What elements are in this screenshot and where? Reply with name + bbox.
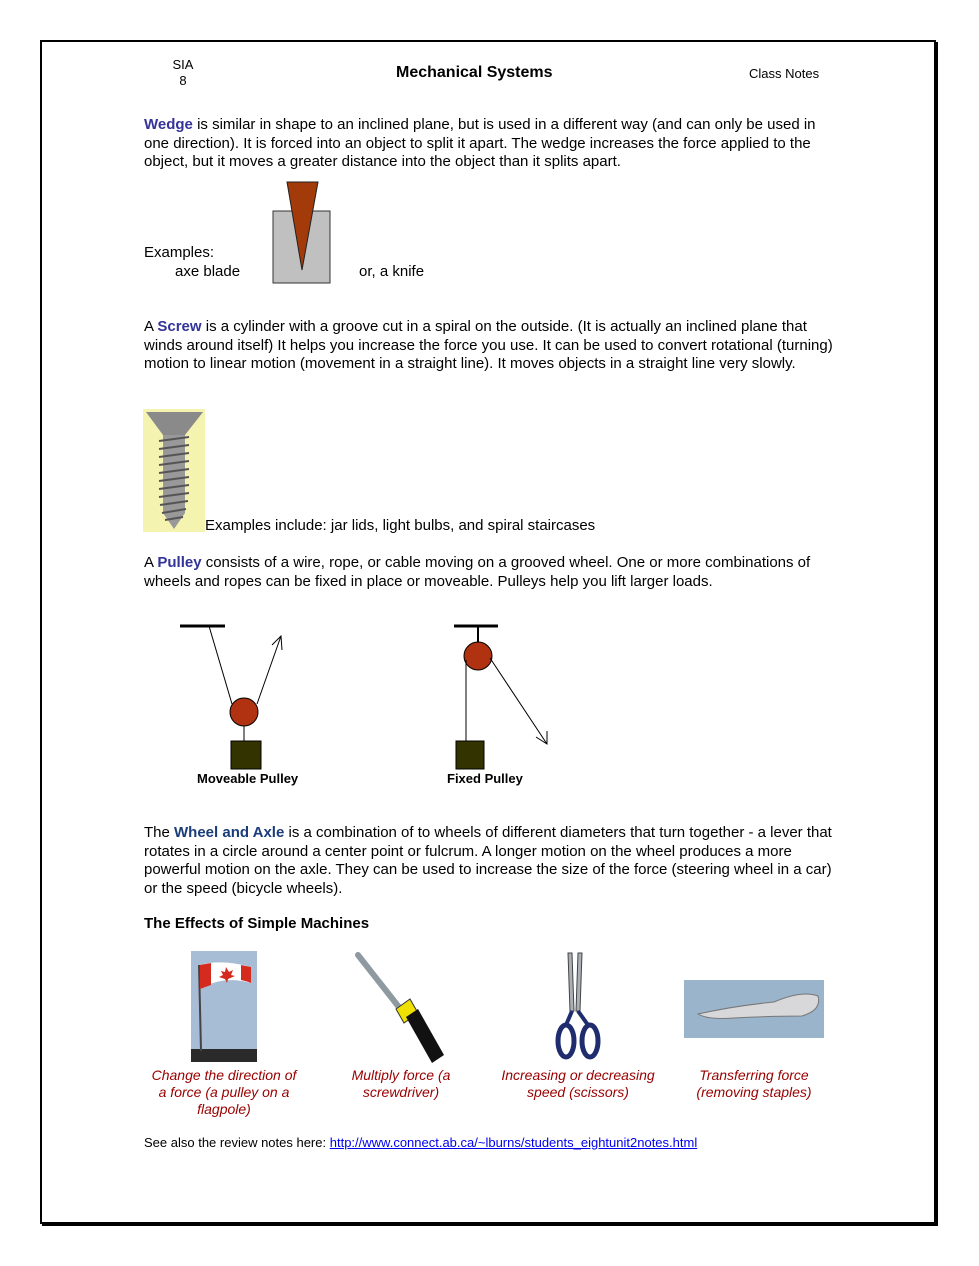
wheel-axle-text: is a combination of to wheels of different diameters that turn together - a lever that rotates in a circle around a center point or fulcrum. A longer motion on the wheel produces a more powerful motion on the axle. They can be used to increase the size of the force (steering wheel in a car) or the speed (bicycle wheels). [144,824,832,897]
moveable-pulley-diagram [175,620,295,772]
fixed-pulley-label: Fixed Pulley [447,771,523,786]
screw-text: is a cylinder with a groove cut in a spiral on the outside. (It is actually an inclined plane that winds around itself) It helps you increase the force you use. It can be used to convert rotational (turning) motion to linear motion (movement in a straight line). It moves objects in a straight line very slowly. [144,318,833,372]
moveable-pulley-label: Moveable Pulley [197,771,299,786]
screwdriver-image [352,951,448,1067]
flagpole-image [191,951,257,1062]
fixed-pulley-diagram [448,620,556,772]
wheel-axle-paragraph: The Wheel and Axle is a combination of to wheels of different diameters that turn together - a lever that rotates in a circle around a center point or fulcrum. A longer motion on the wheel produces a more powerful motion on the axle. They can be used to increase the size of the force (steering wheel in a car) or the speed (bicycle wheels). [144,824,832,897]
rope-right [257,636,281,704]
scissors-handle-right [582,1025,598,1057]
effects-heading: The Effects of Simple Machines [144,915,370,932]
wedge-examples-label: Examples: [144,244,215,261]
wedge-example-knife: or, a knife [359,263,425,280]
wedge-text: is similar in shape to an inclined plane, but is used in a different way (and can only be used in one direction). It is forced into an object to split it apart. The wedge increases the force applied to the object, but it moves a greater distance into the object than it splits apart. [144,116,816,170]
screw-examples: Examples include: jar lids, light bulbs, and spiral staircases [205,517,596,534]
header-class-notes: Class Notes [749,66,820,81]
pulley-wheel [464,642,492,670]
load-box [456,741,484,769]
effect-caption-speed: Increasing or decreasing speed (scissors) [501,1067,655,1100]
pulley-paragraph: A Pulley consists of a wire, rope, or cable moving on a grooved wheel. One or more combinations of wheels and ropes can be fixed in place or moveable. Pulleys help you lift larger loads. [144,554,811,590]
course-code: SIA 8 [172,57,194,88]
scissors-blade-left [568,953,574,1011]
screw-paragraph: A Screw is a cylinder with a groove cut in a spiral on the outside. (It is actually an inclined plane that winds around itself) It helps you increase the force you use. It can be used to convert rotational (turning) motion to linear motion (movement in a straight line). It moves objects in a straight line very slowly. [144,318,833,372]
effect-caption-multiply: Multiply force (a screwdriver) [351,1067,451,1100]
page-title: Mechanical Systems [396,64,553,81]
wedge-paragraph [144,116,844,172]
screwdriver-handle [406,1009,444,1063]
wedge-keyword: Wedge [144,116,193,133]
load-box [231,741,261,769]
screw-keyword: Screw [157,318,202,335]
rope-left [209,626,232,704]
effect-caption-direction: Change the direction of a force (a pulley on a flagpole) [151,1067,297,1117]
wheel-axle-keyword: Wheel and Axle [174,824,285,841]
pull-rope [490,658,547,744]
scissors-blade-right [576,953,582,1011]
pulley-keyword: Pulley [157,554,202,571]
review-notes-line: See also the review notes here: http://www.connect.ab.ca/~lburns/students_eightunit2notes.html [144,1135,698,1150]
wedge-diagram [268,180,336,288]
effect-caption-transfer: Transferring force (removing staples) [696,1067,812,1100]
scissors-handle-left [558,1025,574,1057]
pulley-wheel [230,698,258,726]
pulley-text: consists of a wire, rope, or cable moving on a grooved wheel. One or more combinations of wheels and ropes can be fixed in place or moveable. Pulleys help you lift larger loads. [144,554,811,590]
wedge-example-axe: axe blade [175,263,241,280]
screw-image [143,409,205,532]
review-notes-link[interactable]: http://www.connect.ab.ca/~lburns/students_eightunit2notes.html [329,1135,698,1150]
staple-remover-image [684,980,824,1038]
scissors-image [550,951,606,1063]
screwdriver-shaft [358,955,402,1011]
